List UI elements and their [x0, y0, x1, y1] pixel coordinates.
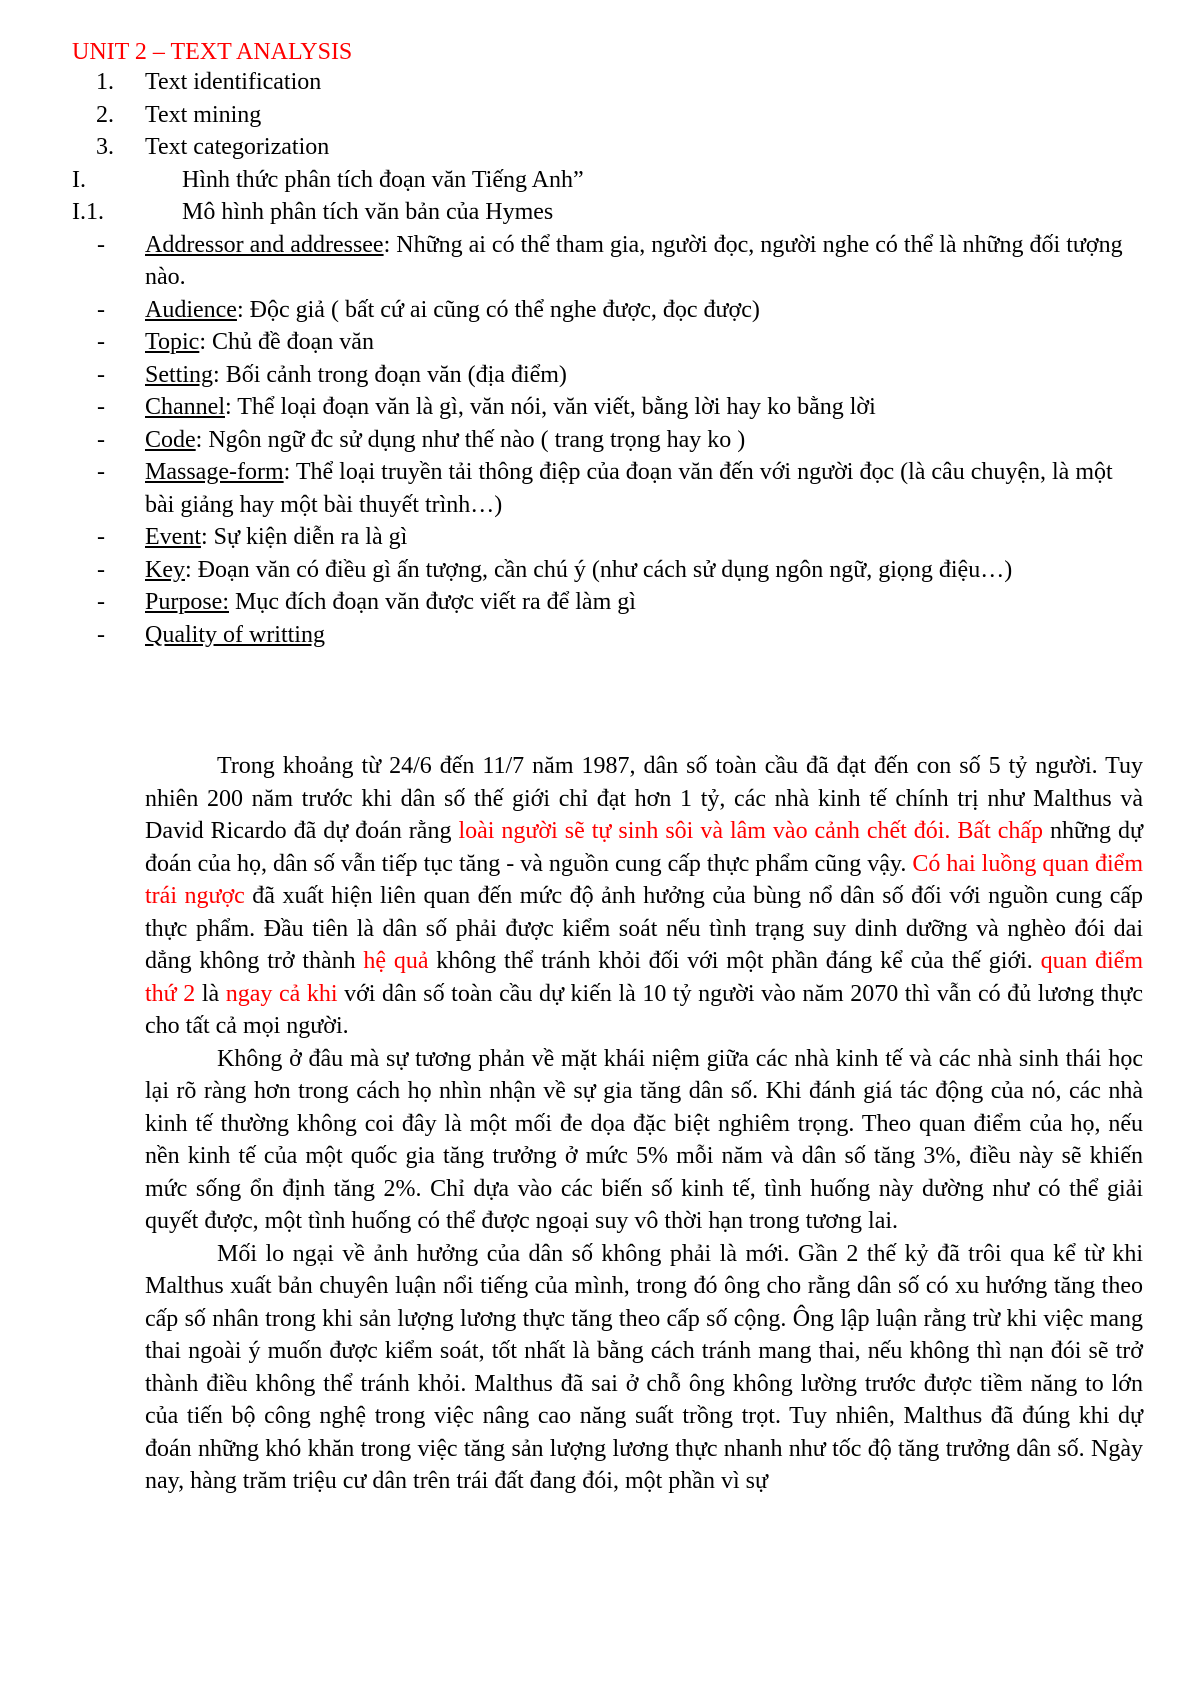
bullet-separator: :	[236, 296, 244, 323]
item-text: Text identification	[145, 69, 322, 95]
bullet-desc: Những ai có thể tham gia, người đọc, người nghe có thể là những đối tượng nào.	[145, 231, 1123, 290]
unit-title: UNIT 2 – TEXT ANALYSIS	[72, 39, 353, 65]
highlighted-run: loài người sẽ tự sinh sôi và lâm vào cảnh chết đói. Bất chấp	[458, 818, 1044, 844]
bullet-term: Massage-form	[145, 459, 284, 485]
bullet-term: Key	[145, 556, 185, 583]
bullet-separator: :	[224, 394, 232, 420]
outline	[72, 66, 1142, 651]
item-number: 1.	[96, 69, 114, 95]
bullet-desc: Mục đích đoạn văn được viết ra để làm gì	[229, 589, 636, 615]
text-run: Mối lo ngại về ảnh hưởng của dân số không phải là mới. Gần 2 thế kỷ đã trôi qua kể từ khi Malthus xuất bản chuyên luận nổi tiếng của mình, trong đó ông cho rằng dân số có xu hướng tăng theo cấp số nhân trong khi sản lượng lương thực tăng theo cấp số cộng. Ông lập luận rằng trừ khi việc mang thai ngoài ý muốn được kiểm soát, tốt nhất là bằng cách tránh mang thai, nếu không thì nạn đói sẽ trở thành điều không thể tránh khỏi. Malthus đã sai ở chỗ ông không lường trước được tiềm năng to lớn của tiến bộ công nghệ trong việc nâng cao năng suất trồng trọt. Tuy nhiên, Malthus đã đúng khi dự đoán những khó khăn trong việc tăng sản lượng lương thực nhanh như tốc độ tăng trưởng dân số. Ngày nay, hàng trăm triệu cư dân trên trái đất đang đói, một phần vì sự	[145, 1240, 1143, 1494]
bullet-desc: Thể loại truyền tải thông điệp của đoạn văn đến với người đọc (là câu chuyện, là một bài giảng hay một bài thuyết trình…)	[145, 459, 1113, 518]
bullet-marker: -	[97, 621, 105, 648]
text-run: những dự đoán của họ, dân số vẫn tiếp tục tăng - và nguồn cung cấp thực phẩm cũng vậy.	[145, 818, 1143, 877]
numbered-item	[72, 99, 1142, 132]
section-number: I.1.	[72, 199, 104, 225]
highlighted-run: quan điểm thứ 2	[145, 948, 1144, 1007]
bullet-item	[72, 424, 1142, 457]
bullet-separator: :	[184, 556, 192, 583]
paragraph-1	[145, 750, 1143, 1043]
bullet-desc: Thể loại đoạn văn là gì, văn nói, văn viết, bằng lời hay ko bằng lời	[231, 394, 876, 420]
bullet-term: Channel	[145, 394, 225, 420]
bullet-marker: -	[97, 524, 105, 550]
bullet-item	[72, 229, 1142, 294]
bullet-desc: Độc giả ( bất cứ ai cũng có thể nghe được, đọc được)	[243, 296, 760, 323]
bullet-separator: :	[283, 459, 291, 485]
bullet-term: Topic	[145, 329, 200, 355]
bullet-marker: -	[97, 589, 105, 615]
bullet-item	[72, 391, 1142, 424]
bullet-desc: Ngôn ngữ đc sử dụng như thế nào ( trang trọng hay ko )	[202, 426, 746, 453]
bullet-marker: -	[97, 426, 105, 453]
bullet-marker: -	[97, 329, 105, 355]
text-run: đã xuất hiện liên quan đến mức độ ảnh hưởng của bùng nổ dân số đối với nguồn cung cấp thực phẩm. Đầu tiên là dân số phải được kiểm soát nếu tình trạng suy dinh dưỡng và nghèo đói dai dẳng không trở thành	[145, 883, 1144, 974]
numbered-item	[72, 66, 1142, 99]
paragraph-2	[145, 1043, 1143, 1238]
bullet-term: Event	[145, 524, 201, 550]
bullet-desc: Chủ đề đoạn văn	[205, 329, 374, 355]
text-run: không thể tránh khỏi đối với một phần đáng kể của thế giới.	[428, 948, 1041, 974]
bullet-term: Addressor and addressee	[145, 231, 384, 258]
bullet-marker: -	[97, 459, 105, 485]
bullet-marker: -	[97, 394, 105, 420]
bullet-separator: :	[195, 426, 203, 453]
text-run: Trong khoảng từ 24/6 đến 11/7 năm 1987, dân số toàn cầu đã đạt đến con số 5 tỷ người. Tuy nhiên 200 năm trước khi dân số thế giới chỉ đạt hơn 1 tỷ, các nhà kinh tế chính trị như Malthus và David Ricardo đã dự đoán rằng	[145, 753, 1143, 844]
bullet-desc: Sự kiện diễn ra là gì	[207, 524, 408, 550]
bullet-marker: -	[97, 556, 105, 583]
bullet-item	[72, 359, 1142, 392]
bullet-marker: -	[97, 361, 105, 388]
bullet-item	[72, 619, 1142, 652]
bullet-marker: -	[97, 296, 105, 323]
bullet-term: Purpose:	[145, 589, 229, 615]
bullet-item	[72, 554, 1142, 587]
section-text: Hình thức phân tích đoạn văn Tiếng Anh”	[182, 166, 584, 193]
item-number: 2.	[96, 101, 114, 128]
bullet-item	[72, 521, 1142, 554]
bullet-desc: Đoạn văn có điều gì ấn tượng, cần chú ý (như cách sử dụng ngôn ngữ, giọng điệu…)	[191, 556, 1013, 583]
text-run: là	[195, 980, 226, 1007]
section-heading	[72, 164, 1142, 197]
section-text: Mô hình phân tích văn bản của Hymes	[182, 199, 554, 225]
bullet-item	[72, 586, 1142, 619]
bullet-term: Code	[145, 426, 196, 453]
body-text	[145, 750, 1143, 1498]
bullet-item	[72, 326, 1142, 359]
bullet-term: Audience	[145, 296, 237, 323]
bullet-term: Setting	[145, 361, 214, 388]
bullet-separator: :	[199, 329, 206, 355]
text-run: với dân số toàn cầu dự kiến là 10 tỷ người vào năm 2070 thì vẫn có đủ lương thực cho tất cả mọi người.	[145, 980, 1144, 1039]
bullet-separator: :	[200, 524, 208, 550]
paragraph-3	[145, 1238, 1143, 1498]
bullet-item	[72, 456, 1142, 521]
highlighted-run: Có hai luồng quan điểm trái ngược	[145, 850, 1144, 909]
item-number: 3.	[96, 134, 114, 160]
bullet-marker: -	[97, 231, 105, 258]
bullet-term: Quality of writting	[145, 621, 325, 648]
item-text: Text categorization	[145, 134, 330, 160]
bullet-separator: :	[383, 231, 391, 258]
text-run: Không ở đâu mà sự tương phản về mặt khái niệm giữa các nhà kinh tế và các nhà sinh thái học lại rõ ràng hơn trong cách họ nhìn nhận về sự gia tăng dân số. Khi đánh giá tác động của nó, các nhà kinh tế thường không coi đây là một mối đe dọa đặc biệt nghiêm trọng. Theo quan điểm của họ, nếu nền kinh tế của một quốc gia tăng trưởng ở mức 5% mỗi năm và dân số tăng 3%, điều này sẽ khiến mức sống ổn định tăng 2%. Chỉ dựa vào các biến số kinh tế, tình huống này dường như có thể giải quyết được, một tình huống có thể được ngoại suy vô thời hạn trong tương lai.	[145, 1045, 1143, 1234]
section-heading	[72, 196, 1142, 229]
highlighted-run: ngay cả khi	[225, 980, 338, 1007]
bullet-desc: Bối cảnh trong đoạn văn (địa điểm)	[219, 361, 567, 388]
item-text: Text mining	[145, 101, 262, 128]
section-number: I.	[72, 166, 86, 193]
bullet-item	[72, 294, 1142, 327]
highlighted-run: hệ quả	[363, 948, 429, 974]
bullet-separator: :	[213, 361, 220, 388]
numbered-item	[72, 131, 1142, 164]
